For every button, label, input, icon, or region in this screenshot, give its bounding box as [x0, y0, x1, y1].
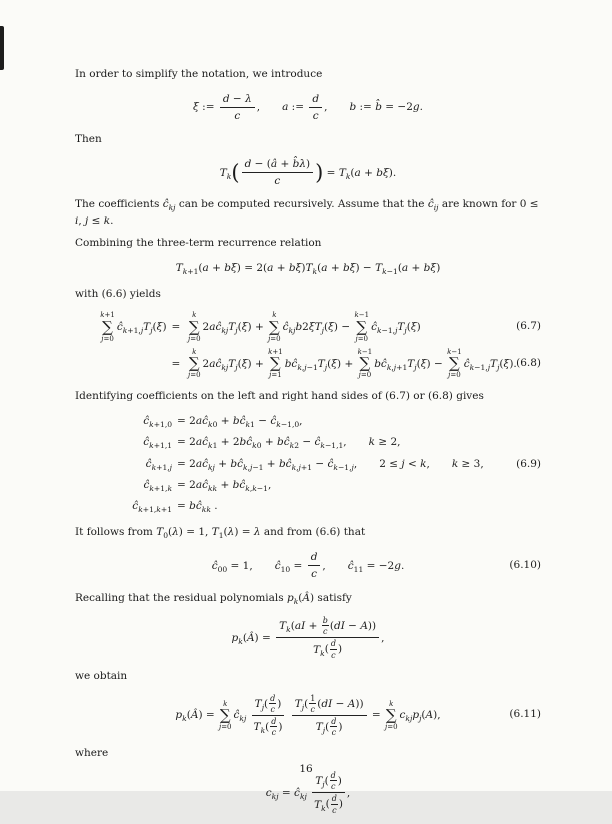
eq-69-lhs-5: $ĉ_{k+1,k+1}$ [132, 500, 173, 515]
eq-69-rhs-5: = $bĉ_{kk}$ . [177, 500, 218, 515]
equation-chebyshev-transform-body: $T_k$( $\frac{d - (â + b̂\lambda)}{c}$ ) = $T_k(a + b\xi)$. [219, 157, 397, 188]
scan-artifact [0, 26, 4, 70]
equation-6-11 [75, 694, 541, 738]
equation-6-7-6-8 [75, 311, 541, 380]
eq-69-lhs-2: $ĉ_{k+1,1}$ [143, 436, 173, 451]
paragraph-follows: It follows from $T_0(\lambda) = 1$, $T_1(\lambda) = \lambda$ and from (6.6) that [75, 525, 366, 540]
paragraph-intro: In order to simplify the notation, we introduce [75, 68, 323, 80]
equation-residual-polynomial-body: $p_k(Â)$ = $T_k(aI$ + $\frac{b}{c}$ (dI − A)) $T_k$( $\frac{d}{c}$ ) , [231, 616, 385, 660]
equation-recurrence [75, 261, 541, 277]
equation-definitions [75, 92, 541, 123]
eq-69-lhs-4: $ĉ_{k+1,k}$ [143, 478, 173, 494]
equation-chebyshev-transform [75, 157, 541, 188]
eq-69-lhs-1: $ĉ_{k+1,0}$ [143, 414, 173, 429]
page-content [75, 60, 541, 824]
paragraph-we-obtain: we obtain [75, 669, 128, 682]
eq-69-lhs-3: $ĉ_{k+1,j}$ [145, 457, 173, 472]
eq-610-body: $ĉ_{00} = 1$, $ĉ_{10}$ = $\frac{d}{c}$ , $ĉ_{11} = -2g$. [211, 551, 405, 581]
paragraph-where: where [75, 747, 109, 760]
eq-69-grid [75, 414, 541, 516]
eq-tag-6-11: (6.11) [509, 708, 541, 721]
equation-6-10 [75, 550, 541, 581]
equation-6-9 [75, 414, 541, 516]
eq-tag-6-10: (6.10) [509, 559, 541, 572]
paragraph-coefficients: The coefficients $ĉ_{kj}$ can be computed recursively. Assume that the $ĉ_{ij}$ are known for 0 ≤ i, j ≤ k. [75, 198, 539, 227]
eq-69-rhs-3: = $2aĉ_{kj}$ + $bĉ_{k,j-1}$ + $bĉ_{k,j+1}$ − $ĉ_{k-1,j}$, 2 ≤ j < k, k ≥ 3, [177, 457, 484, 472]
paragraph-with-yields: with (6.6) yields [75, 287, 161, 300]
eq-69-rhs-4: = $2aĉ_{kk}$ + $bĉ_{k,k-1}$, [177, 478, 272, 494]
eq-67-lhs: k+1 ∑ j=0 $ĉ_{k+1,j}T_j(\xi)$ [100, 311, 167, 343]
paragraph-identifying: Identifying coefficients on the left and right hand sides of (6.7) or (6.8) gives [75, 389, 484, 402]
equation-ckj-body: $c_{kj}$ = $ĉ_{kj}$ $T_j$( $\frac{d}{c}$ ) $T_k$( $\frac{d}{c}$ ) , [265, 771, 351, 815]
eq-69-rhs-2: = $2aĉ_{k1}$ + $2bĉ_{k0}$ + $bĉ_{k2}$ − $ĉ_{k-1,1}$, k ≥ 2, [177, 436, 401, 451]
equation-recurrence-body: $T_{k+1}(a + b\xi) = 2(a + b\xi)T_k(a + b\xi) - T_{k-1}(a + b\xi)$ [175, 262, 441, 277]
eq-tag-6-7: (6.7) [516, 320, 541, 333]
equation-definitions-body: ξ := $\frac{d - \lambda}{c}$ , a := $\frac{d}{c}$ , b := b̂ = −2g. [193, 92, 423, 122]
eq-tag-6-9: (6.9) [516, 457, 541, 470]
paragraph-combining: Combining the three-term recurrence relation [75, 237, 322, 250]
eq-69-rhs-1: = $2aĉ_{k0}$ + $bĉ_{k1}$ − $ĉ_{k-1,0}$, [177, 414, 303, 429]
paragraph-then: Then [75, 133, 102, 146]
page-number: 16 [299, 763, 313, 775]
paragraph-recalling: Recalling that the residual polynomials $p_k(Â)$ satisfy [75, 591, 352, 606]
equation-residual-polynomial [75, 616, 541, 660]
eq-tag-6-8: (6.8) [516, 357, 541, 370]
eq-67-rhs: = k ∑ j=0 $2aĉ_{kj}T_j(\xi)$ + k ∑ j=0 $ĉ_{kj}b2\xi T_j(\xi)$ − k−1 ∑ j=0 $ĉ_{k-1,j}T_j(\xi)$ [171, 311, 421, 343]
eq-67-68-grid [75, 311, 541, 380]
equation-ckj [75, 771, 541, 815]
eq-611-body: $p_k(Â)$ = k ∑ j=0 $ĉ_{kj}$ $T_j$( $\frac{d}{c}$ ) $T_k$( $\frac{d}{c}$ ) $T_j$( $\frac{1}{c}$ (dI − A)) $T_j$( $\frac{d}{c}$ ) = k ∑ j=0 $c_{kj}p_j(A)$, [175, 693, 441, 738]
eq-68-rhs: = k ∑ j=0 $2aĉ_{kj}T_j(\xi)$ + k+1 ∑ j=1 $bĉ_{k,j-1}T_j(\xi)$ + k−1 ∑ j=0 $bĉ_{k,j+1}T_j(\xi)$ − k−1 ∑ j=0 $ĉ_{k-1,j}T_j(\xi)$. [171, 348, 517, 380]
